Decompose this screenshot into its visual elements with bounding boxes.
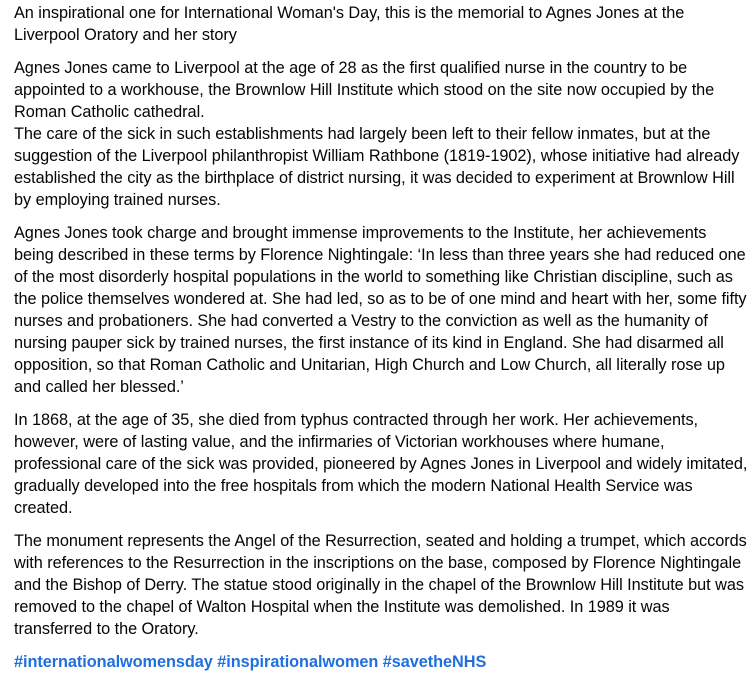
post-paragraph-monument: The monument represents the Angel of the Resurrection, seated and holding a trumpet, which accords with references to the Resurrection in the inscriptions on the base, composed by Florence Nightingale and the Bishop of Derry. The statue stood originally in the chapel of the Brownlow Hill Institute but was removed to the chapel of Walton Hospital when the Institute was demolished. In 1989 it was transferred to the Oratory. <box>14 532 747 638</box>
hashtag-link-inspirationalwomen[interactable]: #inspirationalwomen <box>217 653 379 671</box>
hashtag-link-internationalwomensday[interactable]: #internationalwomensday <box>14 653 213 671</box>
post-paragraph-nightingale-quote: Agnes Jones took charge and brought immense improvements to the Institute, her achievements being described in these terms by Florence Nightingale: ‘In less than three years she had reduced one of the most disorderly hospital populations in the world to something like Christian discipline, such as the police themselves wondered at. She had led, so as to be of one mind and heart with her, some fifty nurses and probationers. She had converted a Vestry to the conviction as well as the humanity of nursing pauper sick by trained nurses, the first instance of its kind in England. She had disarmed all opposition, so that Roman Catholic and Unitarian, High Church and Low Church, all literally rose up and called her blessed.’ <box>14 224 747 396</box>
post-paragraph-arrival: Agnes Jones came to Liverpool at the age of 28 as the first qualified nurse in the country to be appointed to a workhouse, the Brownlow Hill Institute which stood on the site now occupied by the Roman Catholic cathedral. <box>14 59 715 121</box>
hashtag-link-savethenhs[interactable]: #savetheNHS <box>382 653 487 671</box>
post-hashtags <box>14 651 750 673</box>
post-paragraph-death: In 1868, at the age of 35, she died from typhus contracted through her work. Her achievements, however, were of lasting value, and the infirmaries of Victorian workhouses where humane, professional care of the sick was provided, pioneered by Agnes Jones in Liverpool and widely imitated, gradually developed into the free hospitals from which the modern National Health Service was created. <box>14 411 748 517</box>
post-paragraph-rathbone: The care of the sick in such establishments had largely been left to their fellow inmates, but at the suggestion of the Liverpool philanthropist William Rathbone (1819-1902), whose initiative had already established the city as the birthplace of district nursing, it was decided to experiment at Brownlow Hill by employing trained nurses. <box>14 125 740 209</box>
post-paragraph-intro: An inspirational one for International Woman's Day, this is the memorial to Agnes Jones at the Liverpool Oratory and her story <box>14 4 685 44</box>
